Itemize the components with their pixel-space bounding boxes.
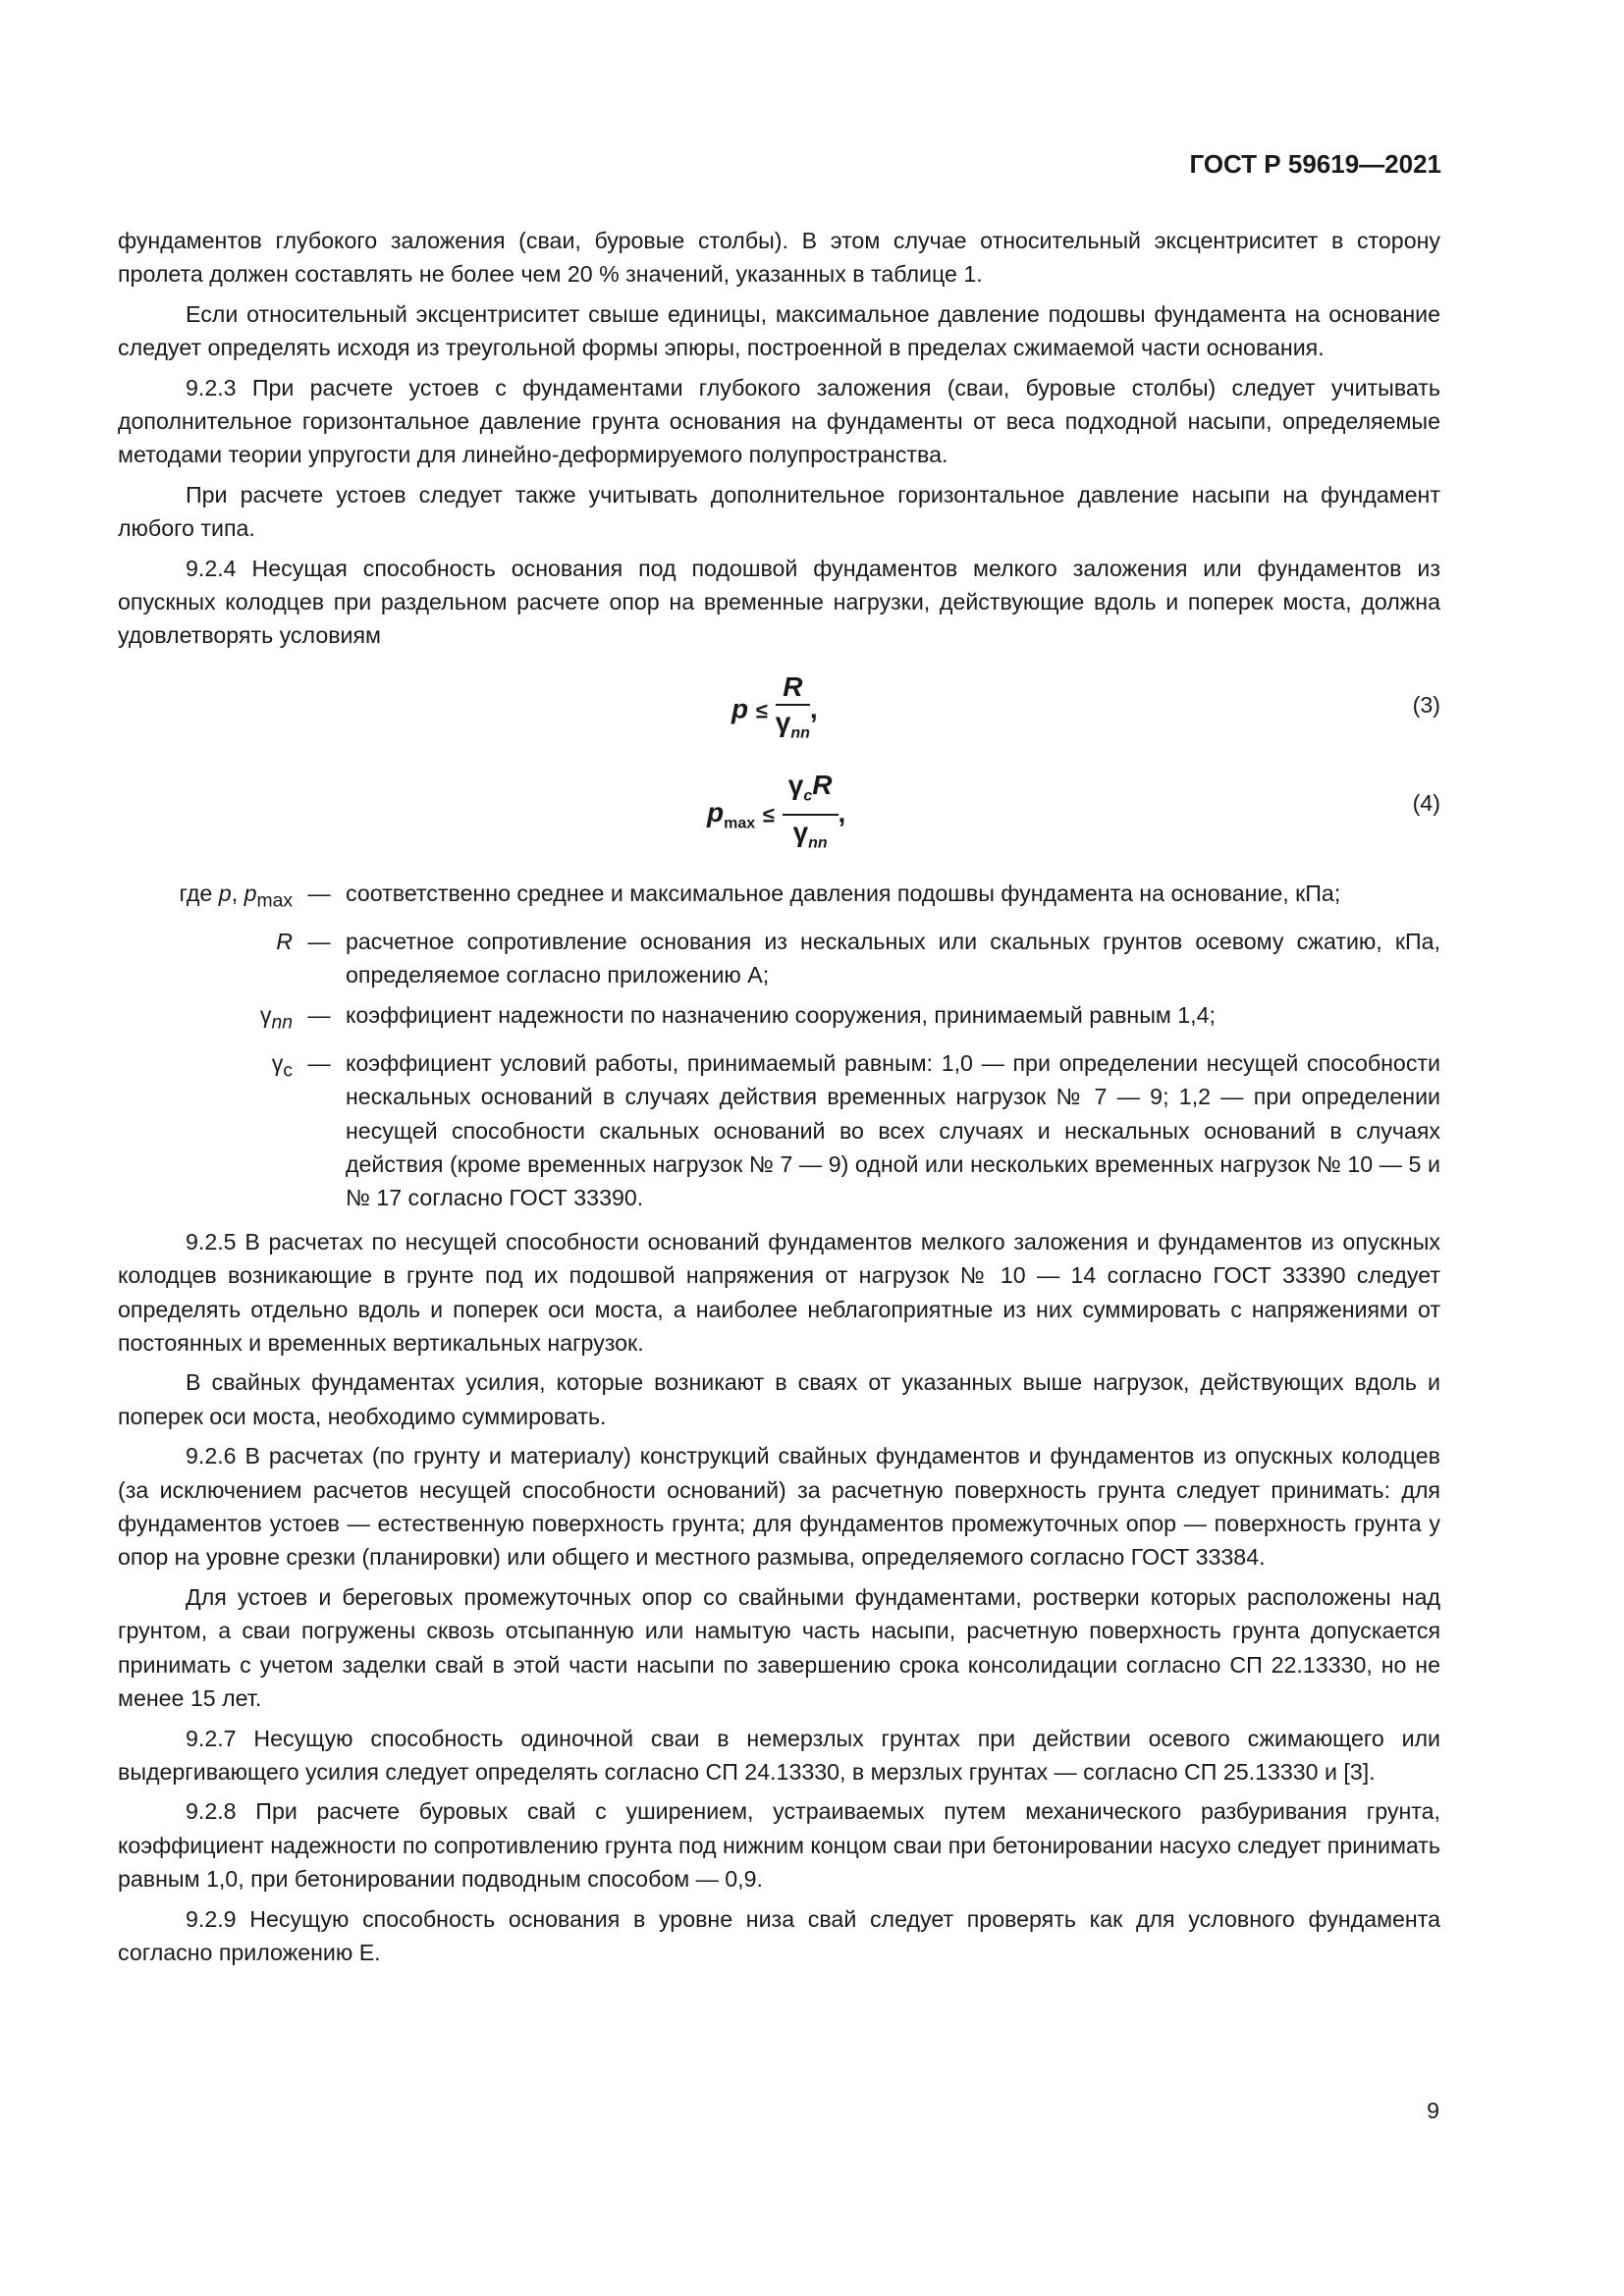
definition-item	[118, 1046, 1440, 1215]
paragraph-9-2-9: 9.2.9 Несущую способность основания в уровне низа свай следует проверять как для условного фундамента согласно приложению Е.	[118, 1905, 1440, 1965]
page-body	[118, 224, 1440, 1975]
paragraph-9-2-6: 9.2.6 В расчетах (по грунту и материалу) конструкций свайных фундаментов и фундаментов из опускных колодцев (за исключением расчетов несущей способности оснований) за расчетную поверхность грунта следует принимать: для фундаментов устоев — естественную поверхность грунта; для фундаментов промежуточных опор — поверхность грунта у опор на уровне срезки (планировки) или общего и местного размыва, определяемого согласно ГОСТ 33384.	[118, 1443, 1440, 1571]
formula-tail: ,	[809, 693, 818, 724]
formula-numerator: R	[776, 670, 810, 706]
formula-4	[118, 757, 1440, 867]
paragraph: В свайных фундаментах усилия, которые возникают в сваях от указанных выше нагрузок, действующих вдоль и поперек оси моста, необходимо суммировать.	[118, 1369, 1440, 1429]
formula-relation: ≤	[762, 802, 775, 828]
definition-dash: —	[307, 1001, 331, 1028]
paragraph-9-2-7: 9.2.7 Несущую способность одиночной сваи в немерзлых грунтах при действии осевого сжимающего или выдергивающего усилия следует определять согласно СП 24.13330, в мерзлых грунтах — согласно СП 25.13330 и [3].	[118, 1725, 1440, 1785]
paragraph-9-2-4: 9.2.4 Несущая способность основания под подошвой фундаментов мелкого заложения или фундаментов из опускных колодцев при раздельном расчете опор на временные нагрузки, действующие вдоль и поперек моста, должна удовлетворять условиям	[118, 555, 1440, 649]
formula-number: (3)	[1412, 691, 1440, 718]
paragraph-9-2-3: 9.2.3 При расчете устоев с фундаментами глубокого заложения (сваи, буровые столбы) следует учитывать дополнительное горизонтальное давление грунта основания на фундаменты от веса подходной насыпи, определяемые методами теории упругости для линейно-деформируемого полупространства.	[118, 374, 1440, 468]
page-number: 9	[1427, 2098, 1439, 2123]
definition-dash: —	[307, 880, 331, 906]
formula-number: (4)	[1412, 789, 1440, 816]
paragraph: При расчете устоев следует также учитывать дополнительное горизонтальное давление насыпи на фундамент любого типа.	[118, 481, 1440, 542]
formula-lhs: $p_{max}$	[707, 797, 756, 832]
definition-item	[118, 998, 1440, 1041]
paragraph: Для устоев и береговых промежуточных опор со свайными фундаментами, ростверки которых расположены над грунтом, а сваи погружены сквозь отсыпанную или намытую часть насыпи, расчетную поверхность грунта допускается принимать с учетом заделки свай в этой части насыпи по завершению срока консолидации согласно СП 22.13330, но не менее 15 лет.	[118, 1583, 1440, 1712]
definition-symbol: $\gamma_{nn}$	[259, 1001, 293, 1034]
formula-relation: ≤	[755, 698, 768, 723]
definition-dash: —	[307, 928, 331, 954]
definition-dash: —	[307, 1049, 331, 1076]
definition-symbol: R	[276, 928, 293, 954]
formula-denominator: $\gamma_{nn}$	[775, 707, 810, 742]
paragraph: Если относительный эксцентриситет свыше единицы, максимальное давление подошвы фундамента на основание следует определять исходя из треугольной формы эпюры, построенной в пределах сжимаемой части основания.	[118, 300, 1440, 361]
formula-3	[118, 659, 1440, 757]
definition-symbol: где p, $p_{max}$	[179, 880, 293, 912]
formula-lhs: p	[731, 693, 749, 724]
formula-numerator: $\gamma_cR$	[783, 769, 839, 816]
definition-item	[118, 925, 1440, 992]
formula-fraction	[783, 769, 839, 861]
paragraph-9-2-5: 9.2.5 В расчетах по несущей способности оснований фундаментов мелкого заложения и фундаментов из опускных колодцев возникающие в грунте под их подошвой напряжения от нагрузок № 10 — 14 согласно ГОСТ 33390 следует определять отдельно вдоль и поперек оси моста, а наиболее неблагоприятные из них суммировать с напряжениями от постоянных и временных вертикальных нагрузок.	[118, 1228, 1440, 1357]
definition-text: коэффициент условий работы, принимаемый равным: 1,0 — при определении несущей способности нескальных оснований в случаях действия временных нагрузок № 7 — 9; 1,2 — при определении несущей способности скальных оснований во всех случаях и нескальных оснований в случаях действия (кроме временных нагрузок № 7 — 9) одной или нескольких временных нагрузок № 10 — 5 и № 17 согласно ГОСТ 33390.	[346, 1049, 1440, 1211]
document-header: ГОСТ Р 59619—2021	[1189, 149, 1441, 179]
formula-fraction	[776, 670, 810, 751]
definition-text: коэффициент надежности по назначению сооружения, принимаемый равным 1,4;	[346, 1001, 1216, 1028]
paragraph-9-2-8: 9.2.8 При расчете буровых свай с уширением, устраиваемых путем механического разбуривания грунта, коэффициент надежности по сопротивлению грунта под нижним концом сваи при бетонировании насухо следует принимать равным 1,0, при бетонировании подводным способом — 0,9.	[118, 1798, 1440, 1893]
paragraph: фундаментов глубокого заложения (сваи, буровые столбы). В этом случае относительный эксцентриситет в сторону пролета должен составлять не более чем 20 % значений, указанных в таблице 1.	[118, 228, 1440, 288]
definition-symbol: $\gamma_c$	[271, 1049, 293, 1082]
formula-denominator: $\gamma_{nn}$	[792, 816, 828, 852]
definitions-list	[118, 877, 1440, 1215]
definition-text: расчетное сопротивление основания из нескальных или скальных грунтов осевому сжатию, кПа, определяемое согласно приложению А;	[346, 928, 1440, 988]
definition-item	[118, 877, 1440, 919]
formula-tail: ,	[838, 797, 846, 828]
definition-text: соответственно среднее и максимальное давления подошвы фундамента на основание, кПа;	[346, 880, 1341, 906]
